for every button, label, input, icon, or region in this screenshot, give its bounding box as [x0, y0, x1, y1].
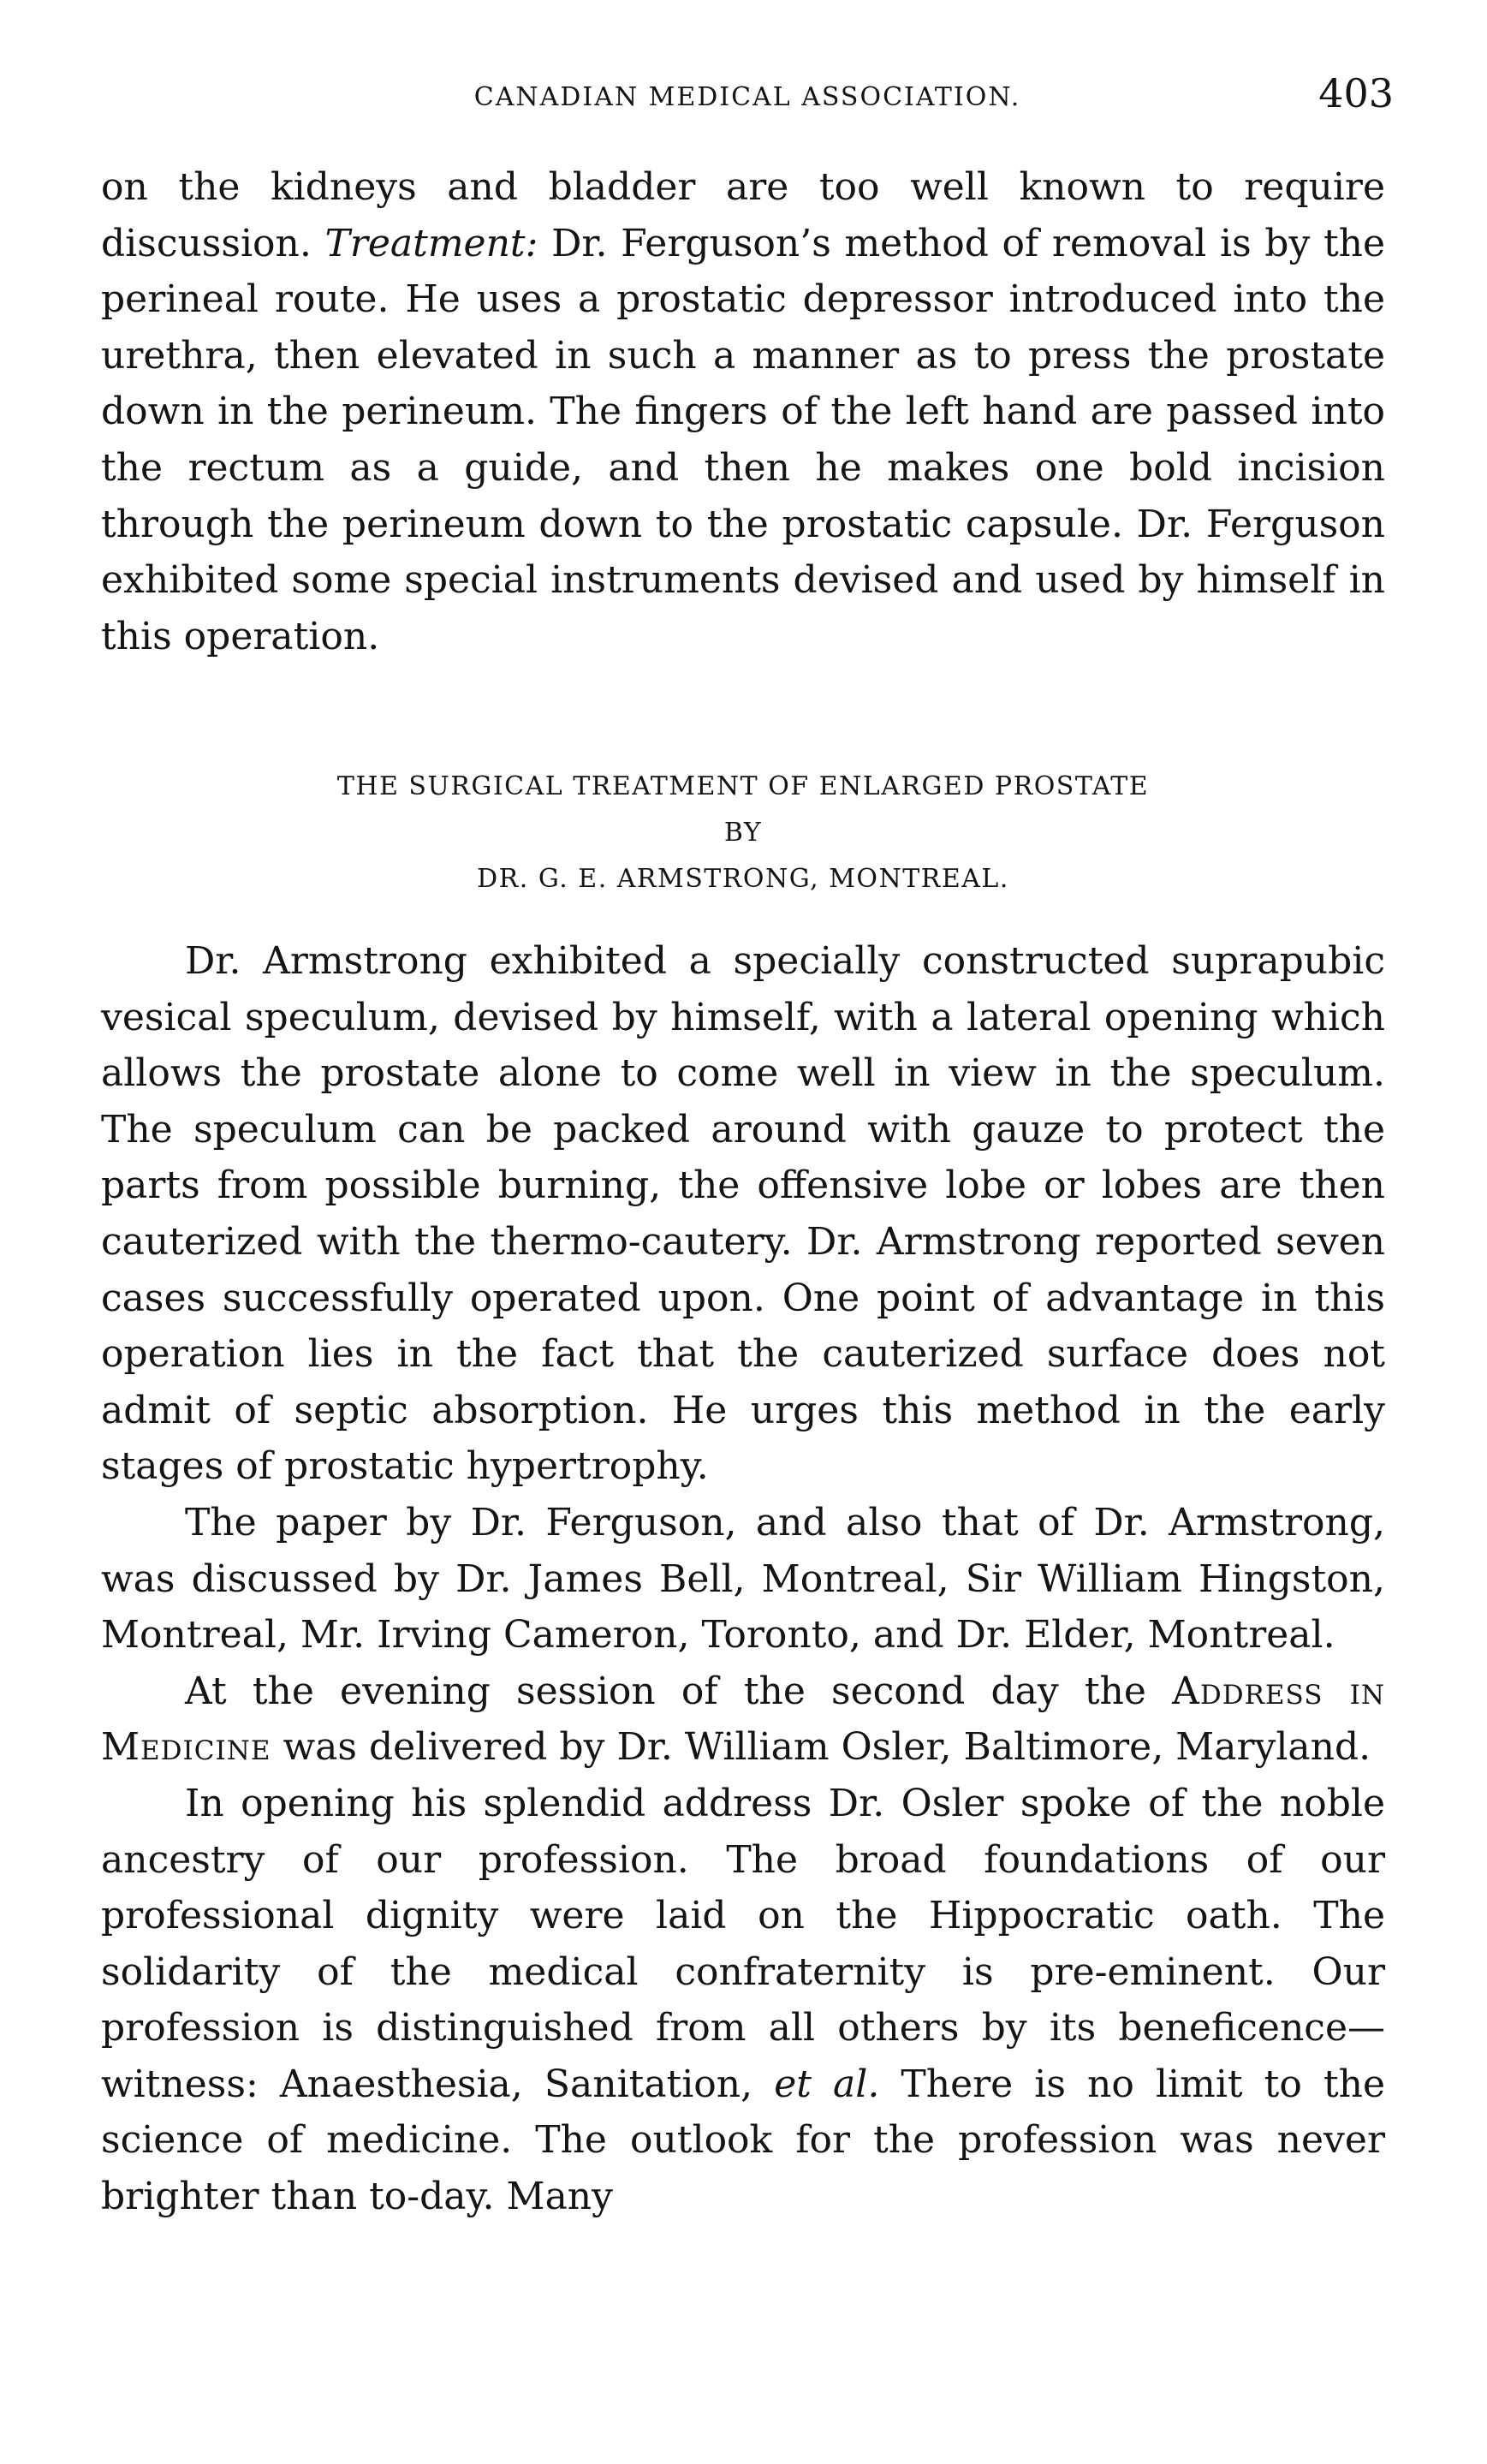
paragraph — [101, 1776, 1385, 2225]
treatment-label: Treatment: — [324, 221, 538, 265]
page-header — [101, 67, 1394, 127]
page-number: 403 — [1318, 70, 1394, 116]
paragraph — [101, 1663, 1385, 1776]
section-body — [101, 933, 1385, 2225]
paragraph: The paper by Dr. Ferguson, and also that of Dr. Armstrong, was discussed by Dr. James Bell, Montreal, Sir William Hingston, Montreal, Mr. Irving Cameron, Toronto, and Dr. Elder, Montreal. — [101, 1500, 1385, 1658]
paragraph: Dr. Armstrong exhibited a specially constructed suprapubic vesical speculum, devised by himself, with a lateral opening which allows the prostate alone to come well in view in the speculum. The speculum can be packed around with gauze to protect the parts from possible burning, the offensive lobe or lobes are then cauterized with the thermo-cautery. Dr. Armstrong reported seven cases successfully operated upon. One point of advantage in this operation lies in the fact that the cauterized surface does not admit of septic absorption. He urges this method in the early stages of prostatic hypertrophy. — [101, 939, 1385, 1489]
section-title: THE SURGICAL TREATMENT OF ENLARGED PROSTATE — [336, 771, 1150, 801]
text-run: was delivered by Dr. William Osler, Baltimore, Maryland. — [271, 1725, 1371, 1770]
paragraph-continued — [101, 159, 1385, 664]
text-run: At the evening session of the second day the — [185, 1669, 1173, 1713]
section-heading — [101, 764, 1385, 902]
text-run: on the kidneys and bladder are too well known to require discussion. — [101, 165, 1385, 265]
text-run: In opening his splendid address Dr. Osler spoke of the noble ancestry of our profession. The broad foundations of our professional dignity were laid on the Hippocratic oath. The solidarity of the medical confraternity is pre-eminent. Our profession is distinguished from all others by its beneficence—witness: Anaesthesia, Sanitation, — [101, 1781, 1385, 2106]
text-run: There is no limit to the science of medicine. The outlook for the profession was never brighter than to-day. Many — [101, 2062, 1386, 2219]
continued-paragraph — [101, 159, 1385, 664]
text-run: Dr. Ferguson’s method of removal is by the perineal route. He uses a prostatic depressor introduced into the urethra, then elevated in such a manner as to press the prostate down in the perineum. The fingers of the left hand are passed into the rectum as a guide, and then he makes one bold incision through the perineum down to the prostatic capsule. Dr. Ferguson exhibited some special instruments devised and used by himself in this operation. — [101, 221, 1385, 658]
section-by: BY — [723, 818, 763, 848]
address-in-medicine: Address in Medicine — [101, 1669, 1385, 1770]
et-al: et al. — [774, 2062, 880, 2106]
section-author: DR. G. E. ARMSTRONG, MONTREAL. — [477, 864, 1009, 894]
running-head: CANADIAN MEDICAL ASSOCIATION. — [473, 82, 1021, 112]
